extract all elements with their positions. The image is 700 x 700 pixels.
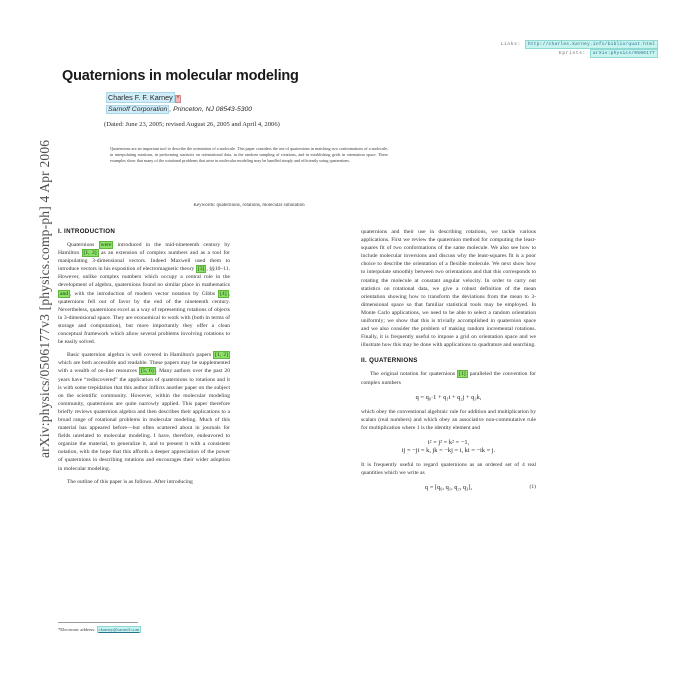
citation-link[interactable]: and	[60, 290, 69, 297]
intro-paragraph-3: The outline of this paper is as follows. After introducing	[67, 478, 193, 485]
citation-link[interactable]: were	[100, 242, 112, 248]
section-heading-introduction: I. INTRODUCTION	[58, 228, 116, 235]
equation-body: q = [q₀, q₁, q₂, q₃],	[424, 484, 473, 492]
footnote-marker: *	[58, 627, 61, 632]
rp2-a: The original notation for quaternions	[370, 371, 458, 378]
footnote-electronic-address	[58, 627, 288, 632]
page-title: Quaternions in molecular modeling	[62, 68, 299, 84]
intro-paragraph-2	[58, 351, 230, 472]
email-link[interactable]: ckarney@sarnoff.com	[98, 627, 140, 632]
links-label: Links:	[500, 42, 521, 47]
rp2-b: paralleled the convention for complex numbers	[361, 371, 536, 386]
intro-paragraph-1	[58, 241, 230, 346]
arxiv-eprint-link[interactable]: arXiv:physics/0506177	[590, 49, 658, 58]
p1-c: as an extension of complex numbers and as a tool for manipulating 3-dimensional vectors. Indeed Maxwell used them to introduce vectors in his exposition of electromagnetic theory	[58, 250, 231, 273]
affiliation-line	[62, 106, 392, 113]
citation-link[interactable]: [1, 2]	[83, 250, 97, 257]
equation-ordered-set	[361, 484, 536, 491]
citation-link[interactable]: [5, 6]	[140, 368, 154, 375]
author-name[interactable]: Charles F. F. Karney	[108, 93, 173, 102]
abstract-text: Quaternions are an important tool to describe the orientation of a molecule. This paper considers the use of quaternions in matching two conformations of a molecule, in interpolating rotations, in performing statistics on orientational data, in the random sampling of rotations, and in establishing grids in orientation space. These examples show that many of the rotational problems that arise in molecular modeling may be handled simply and efficiently using quaternions.	[110, 146, 388, 164]
author-line	[62, 93, 392, 102]
p1-b: introduced in the mid-nineteenth century by Hamilton	[58, 242, 230, 257]
citation-link[interactable]: [1]	[459, 371, 466, 378]
p1-f: , quaternions fell out of favor by the end of the nineteenth century. Nevertheless, quaternions excel as a way of representing rotations of objects in 3-dimensional space. They are economical to work with (both in terms of storage and computation), but more importantly they offer a clean conceptual framework which allow several problems involving rotations to be easily solved.	[58, 290, 230, 346]
citation-link[interactable]: [3]	[197, 266, 205, 273]
p2-c: . Many authors over the past 20 years have “rediscovered” the application of quaternions to rotations and it is with some trepidation that this author inflicts another paper on the subject on the scientific community. However, within the molecular modeling community, quaternions are quite narrowly applied. This paper therefore briefly reviews quaternion algebra and then describes their applications to a broad range of rotational problems in molecular modeling. Much of this material has appeared before—but often scattered about in journals for fields unrelated to molecular modeling. I have, therefore, endeavored to organize the material, to generalize it, and to present it with a consistent notation, with the hope that this affords a deeper appreciation of the power of quaternions in describing rotations and encourages their wider adoption in molecular modeling.	[58, 368, 230, 472]
eprints-row	[358, 49, 658, 58]
title-block	[62, 68, 392, 128]
right-paragraph-3: which obey the conventional algebraic rule for addition and multiplication by scalars (real numbers) and which obey an associative non-commutative rule for multiplication where 1 is the identity element and	[361, 408, 536, 431]
p1-e: , with the introduction of modern vector notation by Gibbs	[70, 290, 219, 297]
author-footnote-marker[interactable]: *	[176, 96, 180, 102]
equation-ijk-squares: i² = j² = k² = −1,	[427, 438, 470, 446]
equation-number: (1)	[529, 484, 536, 491]
right-paragraph-4: It is frequently useful to regard quaternions as an ordered set of 4 real quantities which we write as	[361, 461, 536, 476]
arxiv-stamp: arXiv:physics/0506177v3 [physics.comp-ph] 4 Apr 2006	[37, 139, 52, 458]
affiliation-address: , Princeton, NJ 08543-5300	[169, 106, 253, 113]
equation-ijk-products: ij = −ji = k, jk = −kj = i, ki = −ik = j.	[401, 446, 496, 454]
right-column	[361, 228, 536, 498]
footnote-label: Electronic address:	[60, 627, 96, 632]
keywords-line: Keywords: quaternions, rotations, molecular simulation	[193, 203, 305, 208]
affiliation-org[interactable]: Sarnoff Corporation	[108, 106, 168, 113]
footnote-rule	[58, 622, 138, 623]
body-columns	[58, 228, 642, 628]
citation-link[interactable]: [4]	[220, 290, 227, 297]
eprints-label: Eprints:	[559, 51, 586, 56]
date-line: (Dated: June 23, 2005; revised August 26, 2005 and April 4, 2006)	[104, 121, 280, 128]
equation-quaternion-basis: q = q₀·1 + q₁i + q₂j + q₃k,	[415, 393, 482, 401]
section-heading-quaternions: II. QUATERNIONS	[361, 357, 418, 365]
citation-link[interactable]: [1, 2]	[215, 352, 228, 359]
paper-homepage-link[interactable]: http://charles.karney.info/biblio/quat.html	[525, 40, 658, 49]
right-paragraph-2	[361, 370, 536, 386]
p2-b: which are both accessible and readable. These papers may be supplemented with a wealth of on-line resources	[58, 360, 230, 375]
p1-a: Quaternions	[67, 242, 99, 248]
p2-a: Basic quaternion algebra is well covered in Hamilton's papers	[67, 352, 214, 359]
links-row	[358, 40, 658, 49]
header-links	[358, 40, 658, 58]
left-column	[58, 228, 230, 491]
right-paragraph-1: quaternions and their use in describing rotations, we tackle various applications. First we review the quaternion method for computing the least-squares fit of two conformations of the same molecule. We also see how to include molecular inversions and discuss why the least-squares fit is a poor choice to describe the orientation of a flexible molecule. We next show how to interpolate smoothly between two orientations and that this corresponds to rotating the molecule at constant angular velocity. In order to carry out statistics on rotational data, we give a robust definition of the mean orientation showing how to transform the deviations from the mean to 3-dimensional space so that familiar statistical tools may be employed. In Monte Carlo applications, we need to be able to select a random orientation uniformly; we show that this is trivially accomplished in quaternion space and we also consider the problem of making random incremental rotations. Finally, it is frequently useful to impose a grid on orientation space and we illustrate how this may be done with applications to quadrature and searching.	[361, 229, 536, 349]
p1-d: , §§10–11. However, unlike complex numbers which occupy a central role in the development of algebra, quaternions found no similar place in mathematics	[58, 266, 230, 289]
